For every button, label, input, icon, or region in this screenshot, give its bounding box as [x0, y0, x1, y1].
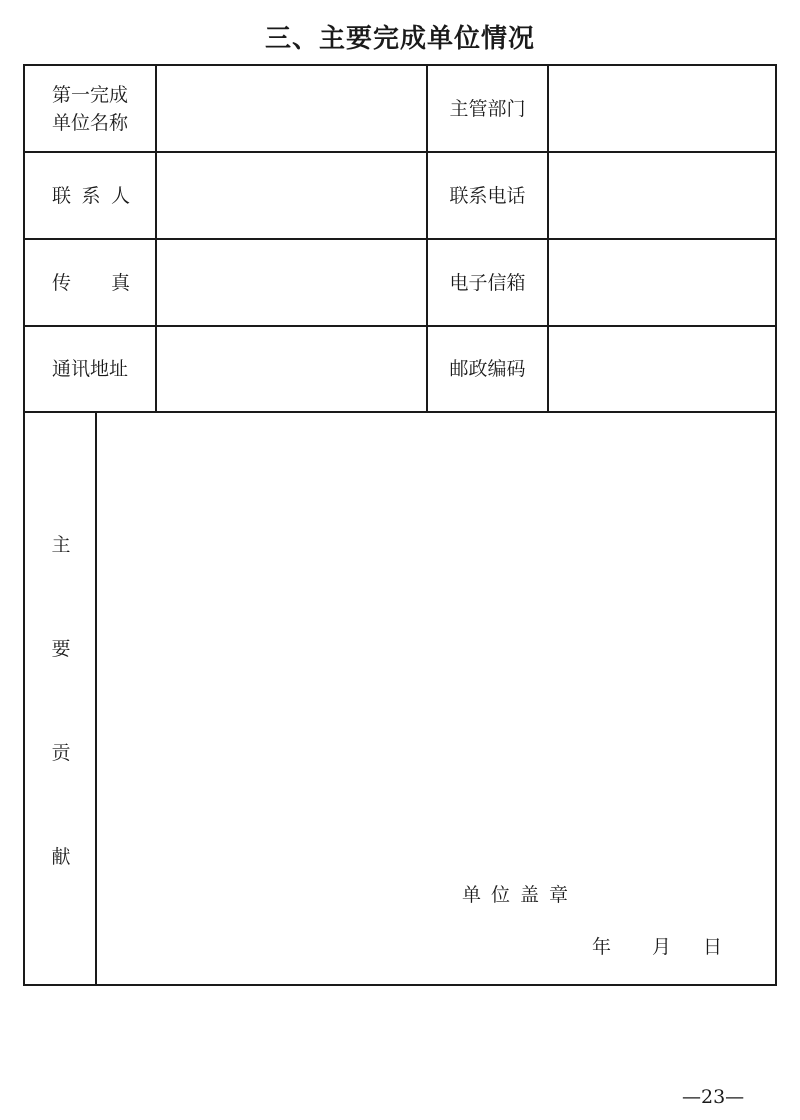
- contact-person-label-text: 联 系 人: [52, 184, 130, 207]
- contribution-label-char: 要: [51, 638, 71, 660]
- contribution-label-char: 贡: [51, 742, 71, 764]
- contact-phone-field[interactable]: [549, 153, 775, 238]
- email-field[interactable]: [549, 240, 775, 325]
- label-contact-person: [25, 153, 155, 238]
- label-first-unit-name: [25, 66, 155, 151]
- contribution-label-char: 献: [51, 846, 71, 868]
- date-year-label: 年: [592, 936, 612, 958]
- unit-seal-label: 单位盖章: [462, 884, 579, 906]
- label-line: 第一完成: [52, 83, 129, 106]
- label-postal-code: 邮政编码: [449, 358, 526, 380]
- fax-field[interactable]: [157, 240, 426, 325]
- fax-label-text: 传 真: [52, 271, 130, 294]
- contact-person-field[interactable]: [157, 153, 426, 238]
- form-title: 三、主要完成单位情况: [264, 24, 535, 54]
- table-border-bottom: [23, 984, 777, 986]
- supervising-department-field[interactable]: [549, 66, 775, 151]
- label-fax: [25, 240, 155, 325]
- date-month-label: 月: [652, 936, 672, 958]
- label-contact-phone: 联系电话: [449, 184, 526, 207]
- page-number: —23—: [682, 1086, 745, 1108]
- label-mailing-address: 通讯地址: [52, 358, 129, 380]
- main-contribution-field[interactable]: [97, 413, 775, 873]
- label-email: 电子信箱: [449, 271, 526, 294]
- mailing-address-field[interactable]: [157, 327, 426, 411]
- postal-code-field[interactable]: [549, 327, 775, 411]
- date-day-label: 日: [703, 936, 723, 958]
- label-line: 单位名称: [52, 111, 129, 134]
- label-supervising-department: 主管部门: [449, 97, 526, 120]
- table-border-right: [775, 64, 777, 986]
- contribution-label-char: 主: [51, 534, 71, 556]
- first-unit-name-field[interactable]: [157, 66, 426, 151]
